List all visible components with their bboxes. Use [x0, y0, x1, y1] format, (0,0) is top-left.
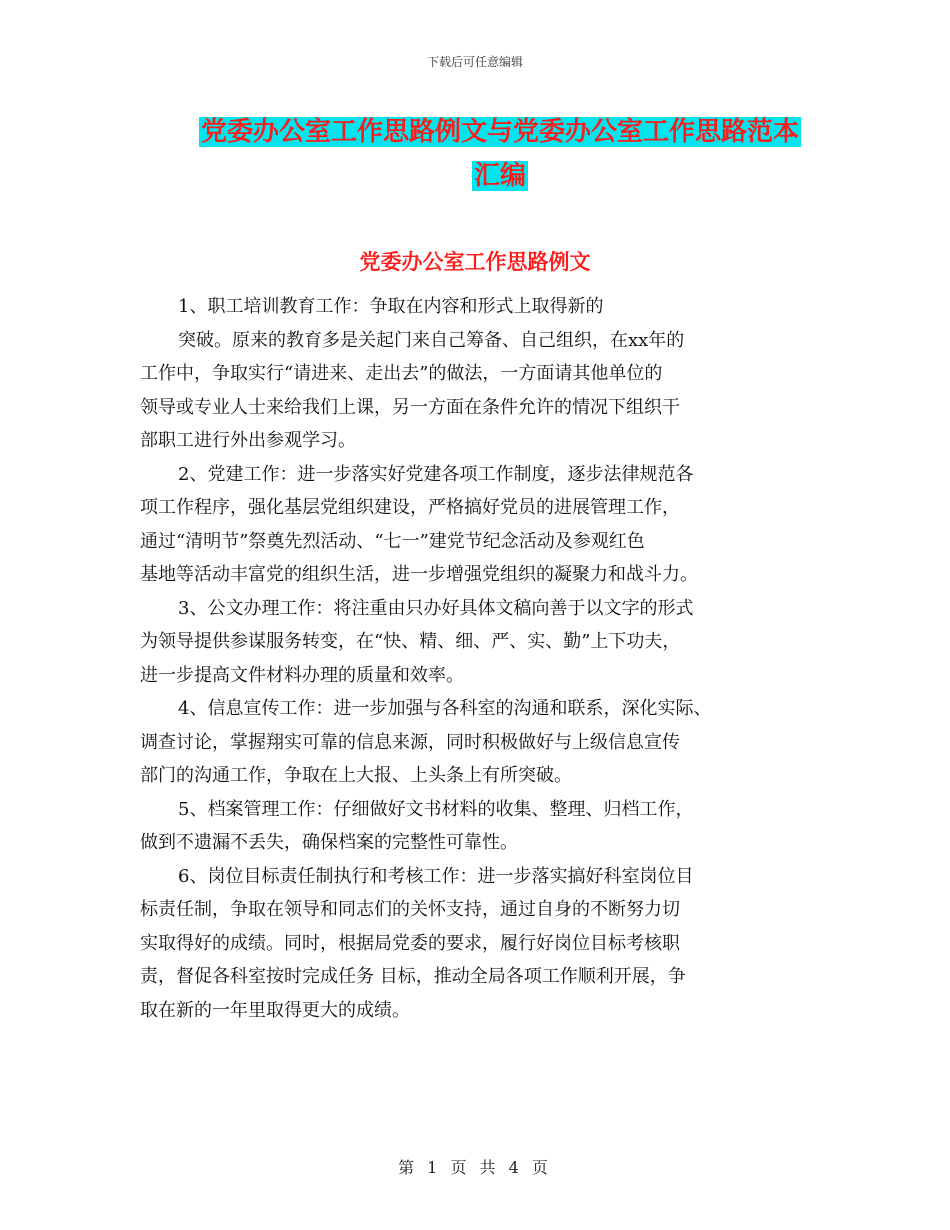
paragraph-line: 基地等活动丰富党的组织生活，进一步增强党组织的凝聚力和战斗力。 [140, 564, 698, 585]
paragraph-line: 为领导提供参谋服务转变，在“快、精、细、严、实、勤”上下功夫， [140, 631, 681, 652]
paragraph-line: 6、岗位目标责任制执行和考核工作：进一步落实搞好科室岗位目 [178, 865, 694, 887]
section-title: 党委办公室工作思路例文 [359, 250, 591, 274]
paragraph-line: 做到不遗漏不丢失，确保档案的完整性可靠性。 [140, 832, 518, 853]
paragraph-line: 项工作程序，强化基层党组织建设，严格搞好党员的进展管理工作， [140, 497, 680, 518]
paragraph-line: 取在新的一年里取得更大的成绩。 [140, 999, 410, 1021]
paragraph-line: 3、公文办理工作：将注重由只办好具体文稿向善于以文字的形式 [178, 597, 694, 619]
paragraph-3 [140, 592, 830, 693]
paragraph-line: 部门的沟通工作，争取在上大报、上头条上有所突破。 [140, 765, 572, 786]
paragraph-line: 领导或专业人士来给我们上课，另一方面在条件允许的情况下组织干 [140, 396, 680, 418]
document-title [140, 110, 860, 198]
document-title-line-2: 汇编 [473, 161, 526, 191]
paragraph-5 [140, 793, 830, 860]
paragraph-line: 标责任制，争取在领导和同志们的关怀支持，通过自身的不断努力切 [140, 899, 680, 920]
document-body [140, 290, 830, 1027]
paragraph-line: 责，督促各科室按时完成任务 目标，推动全局各项工作顺利开展，争 [140, 966, 686, 987]
paragraph-line: 突破。原来的教育多是关起门来自己筹备、自己组织，在xx年的 [178, 329, 685, 351]
paragraph-line: 实取得好的成绩。同时，根据局党委的要求，履行好岗位目标考核职 [140, 932, 680, 954]
paragraph-line: 通过“清明节”祭奠先烈活动、“七一”建党节纪念活动及参观红色 [140, 530, 645, 552]
document-title-line-1: 党委办公室工作思路例文与党委办公室工作思路范本 [200, 117, 799, 147]
page-number: 第 1 页 共 4 页 [398, 1158, 552, 1177]
paragraph-line: 进一步提高文件材料办理的质量和效率。 [140, 664, 464, 686]
paragraph-6 [140, 860, 830, 1028]
paragraph-1 [140, 290, 830, 458]
paragraph-line: 1、职工培训教育工作：争取在内容和形式上取得新的 [178, 296, 604, 317]
paragraph-line: 4、信息宣传工作：进一步加强与各科室的沟通和联系，深化实际、 [178, 698, 712, 719]
paragraph-4 [140, 692, 830, 793]
header-note: 下载后可任意编辑 [426, 55, 523, 69]
paragraph-line: 2、党建工作：进一步落实好党建各项工作制度，逐步法律规范各 [178, 463, 694, 485]
paragraph-line: 工作中，争取实行“请进来、走出去”的做法，一方面请其他单位的 [140, 363, 663, 384]
paragraph-line: 调查讨论，掌握翔实可靠的信息来源，同时积极做好与上级信息宣传 [140, 731, 680, 753]
paragraph-line: 部职工进行外出参观学习。 [140, 430, 356, 451]
paragraph-2 [140, 458, 830, 592]
paragraph-line: 5、档案管理工作：仔细做好文书材料的收集、整理、归档工作， [178, 798, 694, 820]
